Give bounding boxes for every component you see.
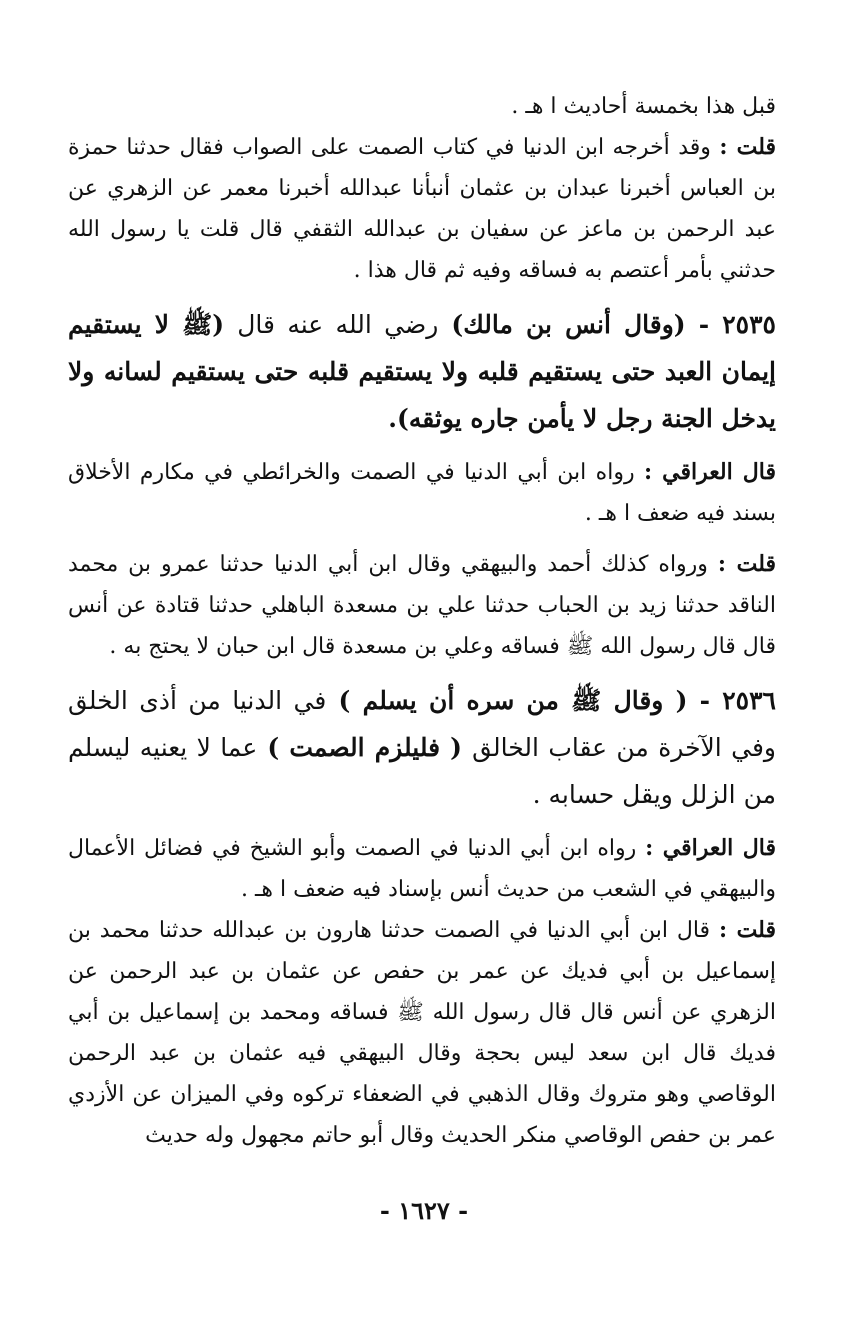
paragraph-note-1 — [68, 127, 776, 291]
iraqi-text: رواه ابن أبي الدنيا في الصمت وأبو الشيخ في فضائل الأعمال والبيهقي في الشعب من حديث أنس بإسناد فيه ضعف ا هـ . — [68, 836, 776, 902]
hadith-narrator: (وقال أنس بن مالك) — [451, 310, 686, 339]
paragraph-iraqi-2 — [68, 828, 776, 910]
hadith-text-part2: في الدنيا من أذى الخلق وفي الآخرة من عقاب الخالق — [68, 686, 776, 762]
hadith-number: ٢٥٣٦ - — [699, 686, 776, 715]
page-number: - ١٦٢٧ - — [379, 1196, 469, 1225]
text-column — [68, 86, 776, 1156]
note-label: قلت : — [719, 134, 777, 160]
hadith-2536 — [68, 677, 776, 818]
paragraph-note-3 — [68, 910, 776, 1156]
iraqi-label: قال العراقي : — [643, 459, 776, 485]
hadith-text-part1: ( وقال ﷺ من سره أن يسلم ) — [338, 686, 688, 715]
note-label: قلت : — [718, 917, 776, 943]
note-text: قال ابن أبي الدنيا في الصمت حدثنا هارون بن عبدالله حدثنا محمد بن إسماعيل بن أبي فديك عن عمر بن حفص عن عثمان بن عبد الرحمن عن الزهري عن أنس قال قال رسول الله ﷺ فساقه ومحمد بن إسماعيل بن أبي فديك قال ابن سعد ليس بحجة وقال البيهقي فيه عثمان بن عبد الرحمن الوقاصي وهو متروك وقال الذهبي في الضعفاء تركوه وفي الميزان عن الأزدي عمر بن حفص الوقاصي منكر الحديث وقال أبو حاتم مجهول وله حديث — [68, 918, 776, 1148]
hadith-text: (ﷺ لا يستقيم إيمان العبد حتى يستقيم قلبه ولا يستقيم قلبه حتى يستقيم لسانه ولا يدخل الجنة رجل لا يأمن جاره يوثقه). — [68, 310, 776, 433]
note-text: ورواه كذلك أحمد والبيهقي وقال ابن أبي الدنيا حدثنا عمرو بن محمد الناقد حدثنا زيد بن الحباب حدثنا علي بن مسعدة الباهلي حدثنا قتادة عن أنس قال قال رسول الله ﷺ فساقه وعلي بن مسعدة قال ابن حبان لا يحتج به . — [68, 552, 776, 659]
iraqi-text: رواه ابن أبي الدنيا في الصمت والخرائطي في مكارم الأخلاق بسند فيه ضعف ا هـ . — [68, 460, 776, 526]
hadith-2535 — [68, 301, 776, 442]
paragraph-iraqi-1 — [68, 452, 776, 534]
paragraph-note-2 — [68, 544, 776, 667]
hadith-number: ٢٥٣٥ - — [698, 310, 776, 339]
note-text: وقد أخرجه ابن الدنيا في كتاب الصمت على الصواب فقال حدثنا حمزة بن العباس أخبرنا عبدان بن عثمان أنبأنا عبدالله أخبرنا معمر عن الزهري عن عبد الرحمن بن ماعز عن سفيان بن عبدالله الثقفي قال قلت يا رسول الله حدثني بأمر أعتصم به فساقه وفيه ثم قال هذا . — [68, 135, 776, 283]
hadith-text-part4: عما لا يعنيه ليسلم من الزلل ويقل حسابه . — [68, 733, 776, 809]
hadith-honorific: رضي الله عنه قال — [237, 310, 439, 339]
continuation-text: قبل هذا بخمسة أحاديث ا هـ . — [511, 94, 776, 119]
hadith-text-part3: ( فليلزم الصمت ) — [267, 733, 463, 762]
note-label: قلت : — [717, 551, 776, 577]
paragraph-continuation — [68, 86, 776, 127]
iraqi-label: قال العراقي : — [645, 835, 776, 861]
